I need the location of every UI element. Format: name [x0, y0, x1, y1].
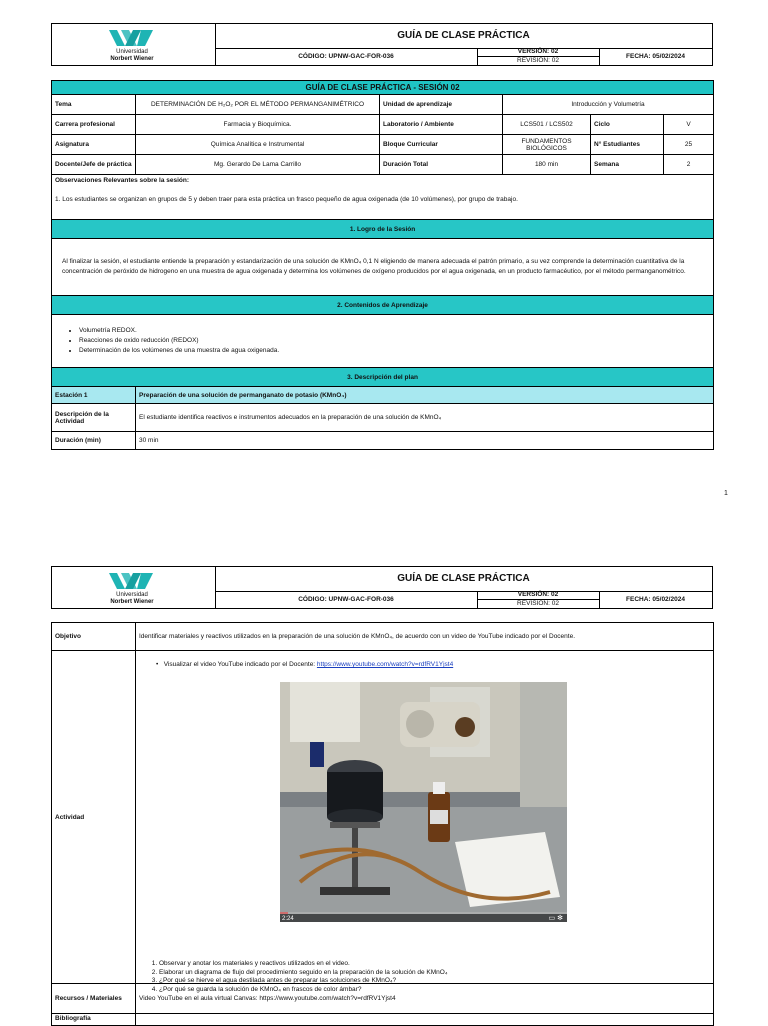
bloque-value: FUNDAMENTOS BIOLÓGICOS: [503, 135, 591, 155]
docente-label: Docente/Jefe de práctica: [52, 155, 136, 175]
video-controls: [549, 914, 563, 922]
bloque-label: Bloque Curricular: [380, 135, 503, 155]
video-link[interactable]: https://www.youtube.com/watch?v=rdfRV1Yjst4: [316, 661, 454, 668]
uwiener-logo-icon: [107, 28, 157, 48]
page1-body: [51, 80, 713, 450]
question-item: 3. ¿Por qué se hierve el agua destilada antes de preparar las soluciones de KMnO₄?: [159, 977, 447, 986]
page1-header: [51, 23, 713, 66]
objetivo-label: Objetivo: [52, 623, 136, 651]
session-info-table: [51, 80, 714, 450]
logo-text: Universidad Norbert Wiener: [110, 592, 154, 605]
lab-label: Laboratorio / Ambiente: [380, 115, 503, 135]
header-title: GUÍA DE CLASE PRÁCTICA: [215, 567, 712, 592]
carrera-label: Carrera profesional: [52, 115, 136, 135]
logro-text: Al finalizar la sesión, el estudiante entiende la preparación y estandarización de una solución de KMnO₄ 0,1 N eligiendo de manera adecuada el patrón primario, a su vez comprende la determinación cuantitativa de la concentración de peróxido de hidrogeno en una muestra de agua oxigenada y determina los volúmenes de oxígeno producidos por el agua oxigenada, en un producto farmacéutico, por el método permanganométrico.: [52, 239, 714, 296]
header-revision: REVISIÓN: 02: [517, 57, 559, 64]
carrera-value: Farmacia y Bioquímica.: [136, 115, 380, 135]
duracion-label: Duración Total: [380, 155, 503, 175]
logo-text: Universidad Norbert Wiener: [110, 49, 154, 62]
question-item: 4. ¿Por qué se guarda la solución de KMnO₄ en frascos de color ámbar?: [159, 986, 447, 995]
bibliografia-label: Bibliografía: [52, 1014, 136, 1026]
desc-label: Descripción de la Actividad: [52, 404, 136, 432]
subtitles-icon[interactable]: ▭: [548, 915, 556, 922]
tema-value: DETERMINACIÓN DE H₂O₂ POR EL MÉTODO PERMANGANIMÉTRICO: [136, 95, 380, 115]
semana-value: 2: [664, 155, 714, 175]
header-codigo: CÓDIGO: UPNW-GAC-FOR-036: [215, 48, 478, 65]
video-thumbnail[interactable]: [280, 682, 567, 922]
header-version: VERSIÓN: 02: [477, 591, 599, 600]
contenido-item: • Reacciones de oxido reducción (REDOX): [79, 336, 710, 346]
desc-value: El estudiante identifica reactivos e instrumentos adecuados en la preparación de una solución de KMnO₄: [136, 404, 714, 432]
recursos-label: Recursos / Materiales: [52, 984, 136, 1014]
header-fecha: FECHA: 05/02/2024: [626, 53, 685, 60]
lab-scene-image: [280, 682, 567, 922]
page2-header: [51, 566, 713, 609]
docente-value: Mg. Gerardo De Lama Carrillo: [136, 155, 380, 175]
header-fecha: FECHA: 05/02/2024: [626, 596, 685, 603]
nest-label: N° Estudiantes: [591, 135, 664, 155]
nest-value: 25: [664, 135, 714, 155]
observaciones-text: 1. Los estudiantes se organizan en grupos de 5 y deben traer para esta práctica un frasco pequeño de agua oxigenada (de 10 volúmenes), por grupo de trabajo.: [55, 196, 518, 203]
contenidos-cell: [52, 315, 714, 368]
lab-value: LCS501 / LCS502: [503, 115, 591, 135]
asignatura-label: Asignatura: [52, 135, 136, 155]
question-item: 2. Elaborar un diagrama de flujo del procedimiento seguido en la preparación de la solución de KMnO₄: [159, 969, 447, 978]
header-title: GUÍA DE CLASE PRÁCTICA: [215, 24, 712, 49]
uwiener-logo-icon: [107, 571, 157, 591]
observaciones-cell: [52, 175, 714, 220]
university-logo: [52, 24, 216, 65]
session-title: GUÍA DE CLASE PRÁCTICA - SESIÓN 02: [52, 81, 714, 95]
recursos-value: Video YouTube en el aula virtual Canvas: https://www.youtube.com/watch?v=rdfRV1Yjst4: [136, 984, 714, 1014]
unidad-label: Unidad de aprendizaje: [380, 95, 503, 115]
contenidos-title: 2. Contenidos de Aprendizaje: [52, 296, 714, 315]
logro-title: 1. Logro de la Sesión: [52, 220, 714, 239]
actividad-label: Actividad: [52, 651, 136, 984]
video-time: 2:24: [282, 916, 294, 922]
page-number: 1: [724, 490, 728, 497]
dur-value: 30 min: [136, 432, 714, 450]
video-bullet: • Visualizar el video YouTube indicado por el Docente: https://www.youtube.com/watch?v=rdfRV1Yjst4: [156, 661, 454, 668]
objetivo-value: Identificar materiales y reactivos utilizados en la preparación de una solución de KMnO₄, de acuerdo con un video de YouTube indicado por el Docente.: [136, 623, 714, 651]
plan-title: 3. Descripción del plan: [52, 368, 714, 387]
duracion-value: 180 min: [503, 155, 591, 175]
asignatura-value: Química Analítica e Instrumental: [136, 135, 380, 155]
question-item: 1. Observar y anotar los materiales y reactivos utilizados en el video.: [159, 960, 447, 969]
unidad-value: Introducción y Volumetría: [503, 95, 714, 115]
university-logo: [52, 567, 216, 608]
questions-list: [141, 960, 447, 994]
settings-icon[interactable]: ✻: [557, 915, 563, 922]
header-codigo: CÓDIGO: UPNW-GAC-FOR-036: [215, 591, 478, 608]
dur-label: Duración (min): [52, 432, 136, 450]
ciclo-value: V: [664, 115, 714, 135]
estacion-value: Preparación de una solución de permanganato de potasio (KMnO₄): [136, 387, 714, 404]
contenidos-list: [55, 326, 710, 356]
tema-label: Tema: [52, 95, 136, 115]
header-revision: REVISIÓN: 02: [517, 600, 559, 607]
header-version: VERSIÓN: 02: [477, 48, 599, 57]
ciclo-label: Ciclo: [591, 115, 664, 135]
header-version-block: [477, 591, 600, 608]
contenido-item: • Volumetría REDOX.: [79, 326, 710, 336]
observaciones-label: Observaciones Relevantes sobre la sesión:: [55, 177, 190, 184]
header-version-block: [477, 48, 600, 65]
semana-label: Semana: [591, 155, 664, 175]
estacion-label: Estación 1: [52, 387, 136, 404]
questions-block: [141, 960, 447, 994]
contenido-item: • Determinación de los volúmenes de una muestra de agua oxigenada.: [79, 346, 710, 356]
